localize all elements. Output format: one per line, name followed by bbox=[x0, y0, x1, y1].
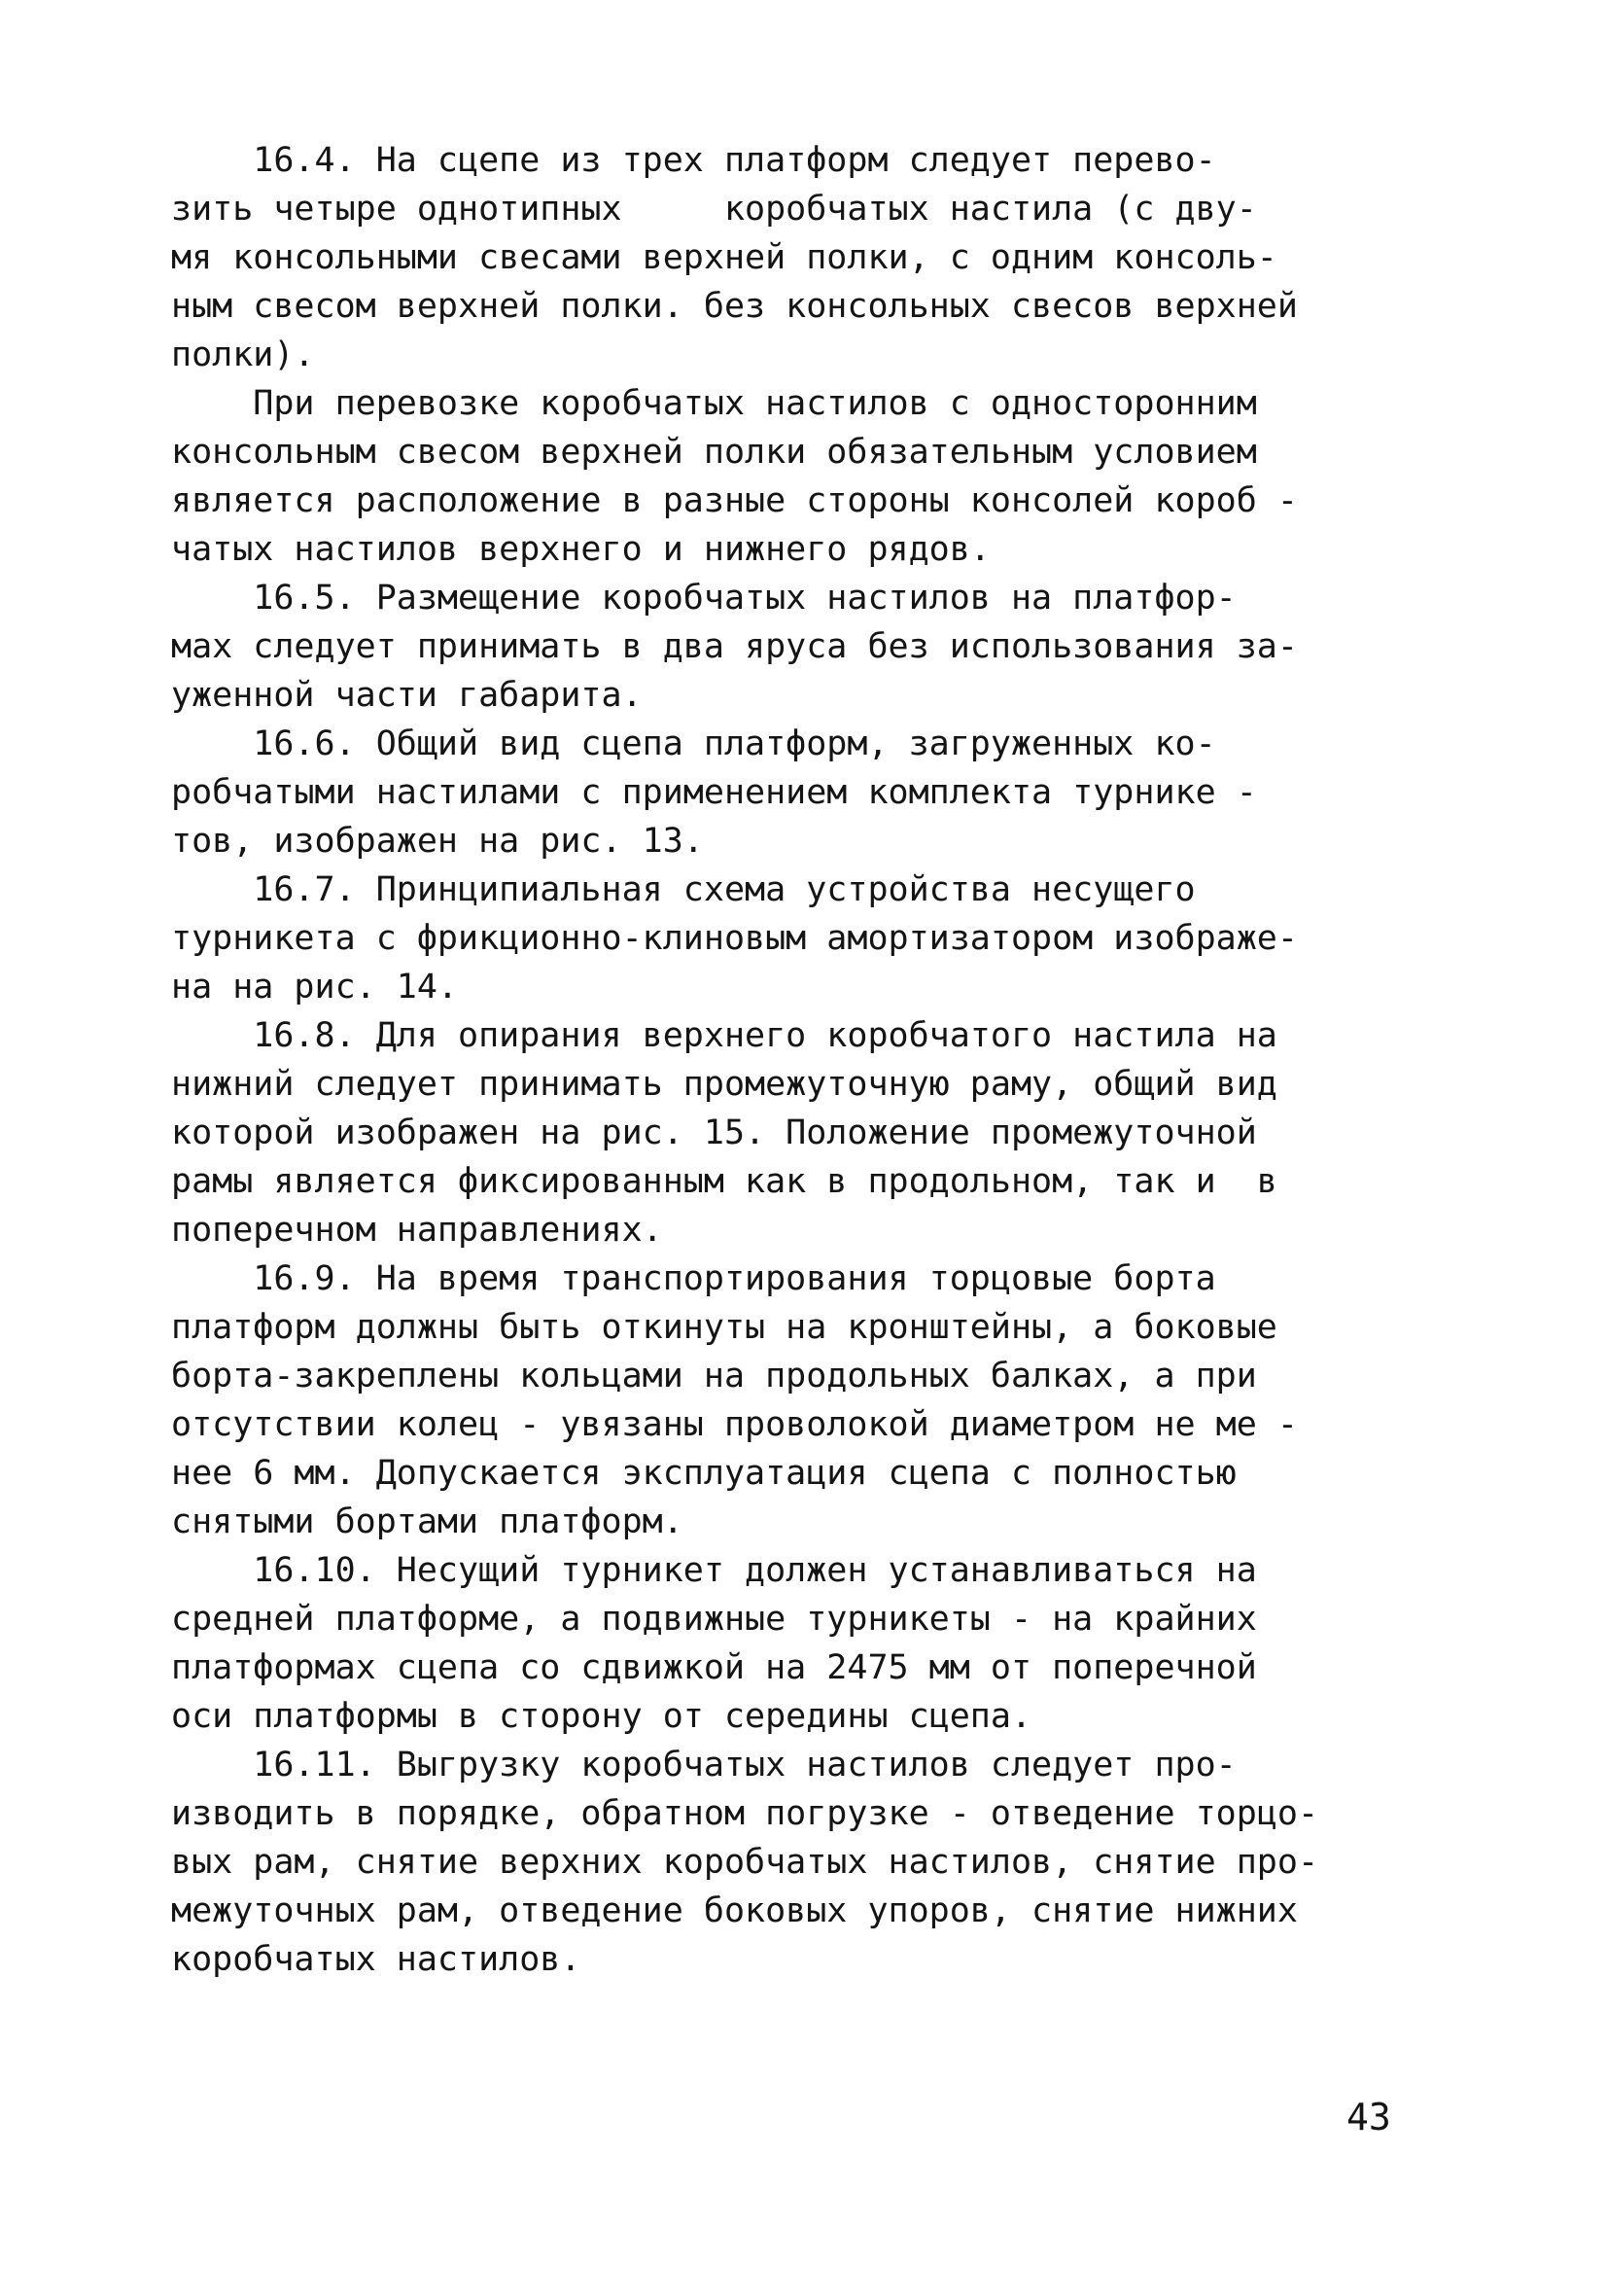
text-line: борта-закреплены кольцами на продольных балках, а при bbox=[171, 1357, 1257, 1395]
text-line: оси платформы в сторону от середины сцепа. bbox=[171, 1697, 1032, 1736]
text-line: ным свесом верхней полки. без консольных свесов верхней bbox=[171, 287, 1298, 326]
text-line: 16.4. На сцепе из трех платформ следует перево- bbox=[171, 141, 1216, 180]
text-line: рамы является фиксированным как в продольном, так и в bbox=[171, 1162, 1277, 1201]
page-number: 43 bbox=[1346, 2096, 1391, 2138]
text-line: на на рис. 14. bbox=[171, 968, 459, 1007]
text-line: является расположение в разные стороны консолей короб - bbox=[171, 481, 1298, 520]
text-line: коробчатых настилов. bbox=[171, 1940, 581, 1979]
text-line: 16.9. На время транспортирования торцовые борта bbox=[171, 1259, 1216, 1298]
text-line: поперечном направлениях. bbox=[171, 1211, 663, 1250]
text-line: 16.7. Принципиальная схема устройства несущего bbox=[171, 870, 1196, 909]
text-line: турникета с фрикционно-клиновым амортизатором изображе- bbox=[171, 919, 1298, 958]
text-line: отсутствии колец - увязаны проволокой диаметром не ме - bbox=[171, 1405, 1298, 1444]
text-line: мя консольными свесами верхней полки, с одним консоль- bbox=[171, 238, 1277, 277]
text-line: которой изображен на рис. 15. Положение промежуточной bbox=[171, 1113, 1257, 1152]
document-body bbox=[171, 136, 1435, 1984]
text-line: снятыми бортами платформ. bbox=[171, 1502, 683, 1541]
text-line: нее 6 мм. Допускается эксплуатация сцепа с полностью bbox=[171, 1454, 1237, 1493]
text-line: тов, изображен на рис. 13. bbox=[171, 822, 704, 861]
text-line: 16.10. Несущий турникет должен устанавливаться на bbox=[171, 1551, 1257, 1590]
text-line: чатых настилов верхнего и нижнего рядов. bbox=[171, 530, 991, 569]
text-line: 16.8. Для опирания верхнего коробчатого настила на bbox=[171, 1016, 1277, 1055]
text-line: зить четыре однотипных коробчатых настила (с дву- bbox=[171, 190, 1257, 229]
text-line: 16.11. Выгрузку коробчатых настилов следует про- bbox=[171, 1746, 1237, 1784]
text-line: межуточных рам, отведение боковых упоров, снятие нижних bbox=[171, 1891, 1298, 1930]
text-line: консольным свесом верхней полки обязательным условием bbox=[171, 433, 1257, 472]
text-line: робчатыми настилами с применением комплекта турнике - bbox=[171, 773, 1257, 812]
text-line: платформах сцепа со сдвижкой на 2475 мм от поперечной bbox=[171, 1648, 1257, 1687]
text-line: изводить в порядке, обратном погрузке - отведение торцо- bbox=[171, 1794, 1319, 1833]
text-line: вых рам, снятие верхних коробчатых настилов, снятие про- bbox=[171, 1843, 1319, 1882]
text-line: уженной части габарита. bbox=[171, 676, 643, 715]
text-line: При перевозке коробчатых настилов с односторонним bbox=[171, 384, 1257, 423]
text-line: нижний следует принимать промежуточную раму, общий вид bbox=[171, 1065, 1277, 1104]
text-line: средней платформе, а подвижные турникеты - на крайних bbox=[171, 1600, 1257, 1639]
text-line: платформ должны быть откинуты на кронштейны, а боковые bbox=[171, 1308, 1277, 1347]
text-line: 16.6. Общий вид сцепа платформ, загруженных ко- bbox=[171, 724, 1216, 763]
text-line: 16.5. Размещение коробчатых настилов на платфор- bbox=[171, 579, 1237, 618]
text-line: полки). bbox=[171, 336, 315, 374]
text-line: мах следует принимать в два яруса без использования за- bbox=[171, 627, 1298, 666]
